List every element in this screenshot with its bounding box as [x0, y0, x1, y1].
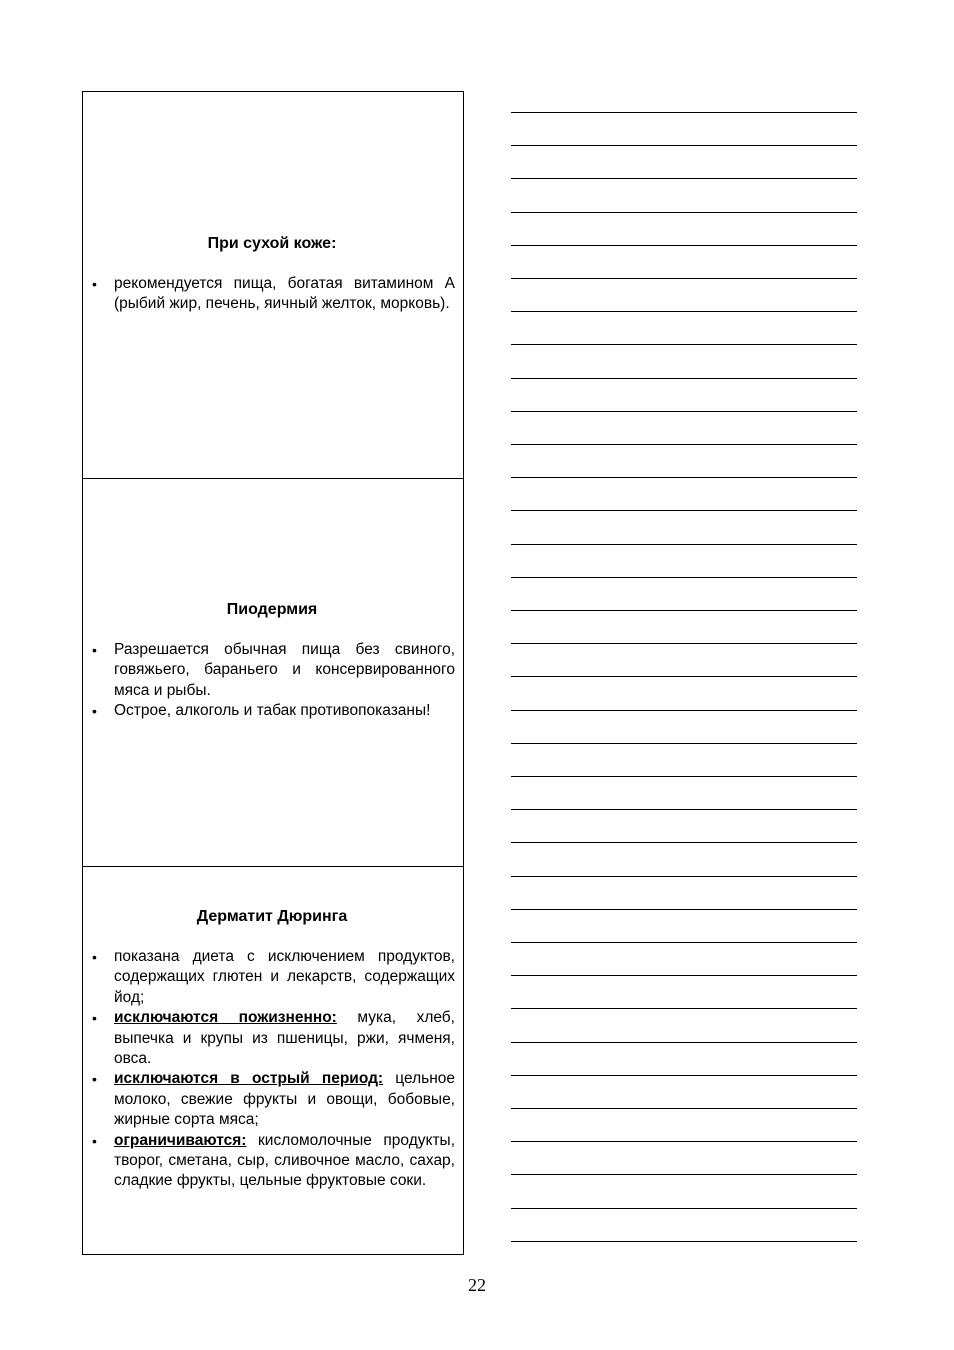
ruled-line — [511, 909, 857, 910]
note-card-pyoderma — [82, 479, 464, 867]
bullet-list — [89, 947, 455, 1192]
ruled-line — [511, 378, 857, 379]
list-item — [89, 1008, 455, 1069]
list-item — [89, 1069, 455, 1130]
ruled-line — [511, 112, 857, 113]
ruled-line — [511, 178, 857, 179]
list-item — [89, 947, 455, 1008]
card-title: При сухой коже: — [207, 235, 337, 252]
ruled-line — [511, 1042, 857, 1043]
ruled-line — [511, 643, 857, 644]
note-lines — [511, 0, 857, 1350]
ruled-line — [511, 212, 857, 213]
ruled-line — [511, 344, 857, 345]
page-number: 22 — [468, 1275, 486, 1295]
item-text: показана диета с исключением продуктов, содержащих глютен и лекарств, содержащих йод; — [114, 948, 455, 1006]
ruled-line — [511, 1075, 857, 1076]
card-content — [89, 907, 455, 1192]
item-text: Острое, алкоголь и табак противопоказаны! — [114, 702, 431, 720]
ruled-line — [511, 577, 857, 578]
ruled-line — [511, 245, 857, 246]
note-card-duhring-dermatitis — [82, 867, 464, 1255]
item-lead: ограничиваются: — [114, 1131, 247, 1149]
item-text: мука, хлеб, выпечка и крупы из пшеницы, ржи, ячменя, овса. — [114, 1009, 455, 1068]
list-item — [89, 1131, 455, 1192]
ruled-line — [511, 710, 857, 711]
card-content — [89, 600, 455, 722]
item-lead: исключаются в острый период: — [114, 1070, 384, 1088]
ruled-line — [511, 1141, 857, 1142]
ruled-line — [511, 743, 857, 744]
list-item — [89, 274, 455, 315]
list-item — [89, 701, 455, 721]
ruled-line — [511, 1108, 857, 1109]
ruled-line — [511, 145, 857, 146]
ruled-line — [511, 444, 857, 445]
bullet-list — [89, 274, 455, 315]
ruled-line — [511, 942, 857, 943]
bullet-list — [89, 640, 455, 722]
ruled-line — [511, 809, 857, 810]
item-text: цельное молоко, свежие фрукты и овощи, бобовые, жирные сорта мяса; — [114, 1070, 455, 1129]
item-text: кисломолочные продукты, творог, сметана, сыр, сливочное масло, сахар, сладкие фрукты, цельные фруктовые соки. — [114, 1131, 455, 1190]
item-text: Разрешается обычная пища без свиного, говяжьего, бараньего и консервированного мяса и рыбы. — [114, 641, 455, 699]
ruled-line — [511, 311, 857, 312]
ruled-line — [511, 610, 857, 611]
ruled-line — [511, 676, 857, 677]
card-title: Пиодермия — [226, 601, 318, 618]
ruled-line — [511, 842, 857, 843]
ruled-line — [511, 1174, 857, 1175]
ruled-line — [511, 776, 857, 777]
ruled-line — [511, 1008, 857, 1009]
item-lead: исключаются пожизненно: — [114, 1009, 337, 1027]
ruled-line — [511, 876, 857, 877]
ruled-line — [511, 1208, 857, 1209]
ruled-line — [511, 975, 857, 976]
item-text: рекомендуется пища, богатая витамином А (рыбий жир, печень, яичный желток, морковь). — [114, 275, 455, 313]
ruled-line — [511, 1241, 857, 1242]
card-title: Дерматит Дюринга — [196, 908, 348, 925]
ruled-line — [511, 477, 857, 478]
card-content — [89, 234, 455, 315]
list-item — [89, 640, 455, 701]
ruled-line — [511, 544, 857, 545]
ruled-line — [511, 411, 857, 412]
note-card-dry-skin — [82, 91, 464, 479]
ruled-line — [511, 278, 857, 279]
ruled-line — [511, 510, 857, 511]
